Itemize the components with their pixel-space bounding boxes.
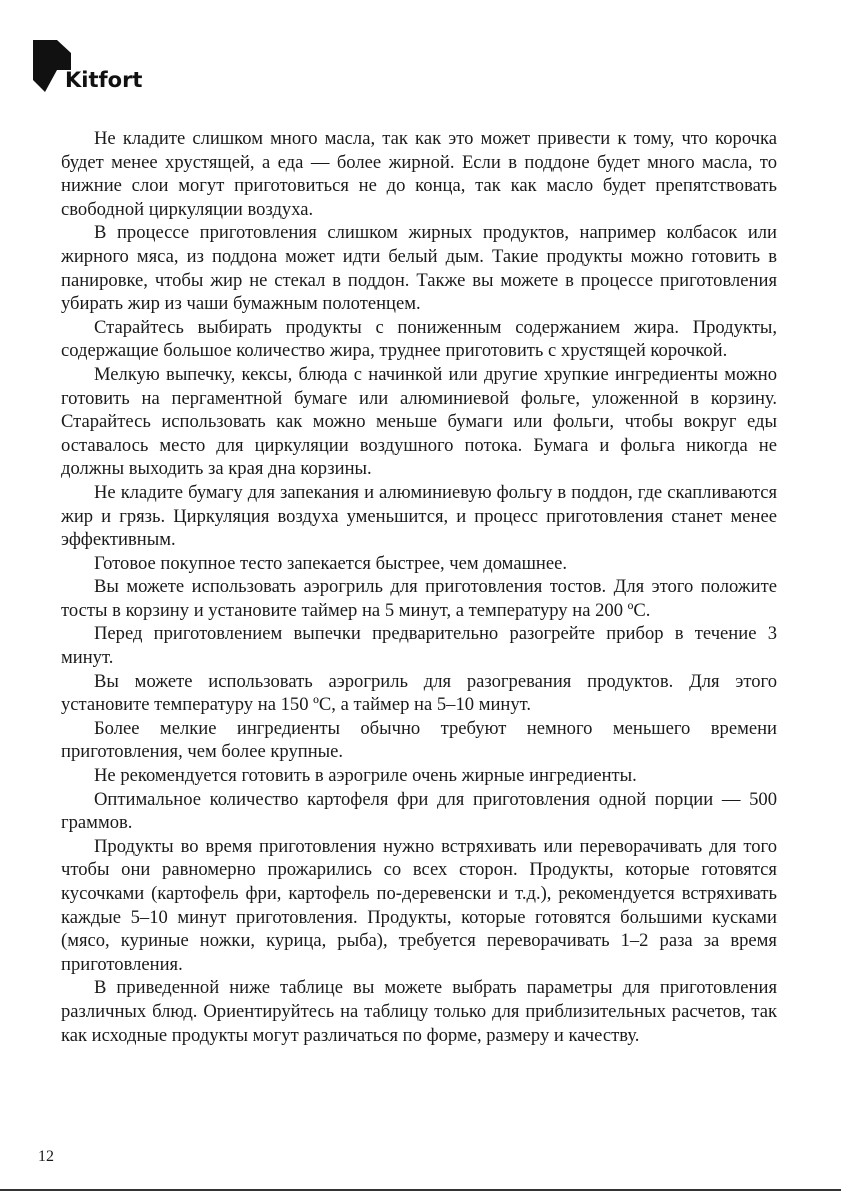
brand-logo: [33, 40, 173, 100]
paragraph: Не рекомендуется готовить в аэрогриле очень жирные ингредиенты.: [94, 765, 637, 787]
document-body: [61, 127, 777, 1047]
paragraph: Не кладите слишком много масла, так как это может привести к тому, что корочка будет менее хрустящей, а еда — более жирной. Если в поддоне будет много масла, то нижние слои могут приготовиться не до конца, так как масло будет препятствовать свободной циркуляции воздуха.: [61, 128, 777, 220]
bottom-divider: [0, 1189, 841, 1191]
paragraph: Более мелкие ингредиенты обычно требуют немного меньшего времени приготовления, чем более крупные.: [61, 717, 777, 763]
paragraph: В приведенной ниже таблице вы можете выбрать параметры для приготовления различных блюд. Ориентируйтесь на таблицу только для приблизительных расчетов, так как исходные продукты могут различаться по форме, размеру и качеству.: [61, 977, 777, 1046]
brand-name: Kitfort: [65, 68, 143, 92]
paragraph: Готовое покупное тесто запекается быстрее, чем домашнее.: [94, 552, 567, 574]
paragraph: Перед приготовлением выпечки предварительно разогрейте прибор в течение 3 минут.: [61, 623, 777, 669]
paragraph: Старайтесь выбирать продукты с пониженным содержанием жира. Продукты, содержащие большое количество жира, труднее приготовить с хрустящей корочкой.: [61, 316, 777, 362]
paragraph: Не кладите бумагу для запекания и алюминиевую фольгу в поддон, где скапливаются жир и грязь. Циркуляция воздуха уменьшится, и процесс приготовления станет менее эффективным.: [61, 481, 777, 551]
paragraph: Продукты во время приготовления нужно встряхивать или переворачивать для того чтобы они равномерно прожарились со всех сторон. Продукты, которые готовятся кусочками (картофель фри, картофель по-деревенски и т.д.), рекомендуется встряхивать каждые 5–10 минут приготовления. Продукты, которые готовятся большими кусками (мясо, куриные ножки, курица, рыба), требуется переворачивать 1–2 раза за время приготовления.: [61, 835, 777, 975]
paragraph: Мелкую выпечку, кексы, блюда с начинкой или другие хрупкие ингредиенты можно готовить на пергаментной бумаге или алюминиевой фольге, уложенной в корзину. Старайтесь использовать как можно меньше бумаги или фольги, чтобы вокруг еды оставалось место для циркуляции воздушного потока. Бумага и фольга никогда не должны выходить за края дна корзины.: [61, 363, 777, 480]
page-number: 12: [38, 1148, 54, 1165]
paragraph: Оптимальное количество картофеля фри для приготовления одной порции — 500 граммов.: [61, 788, 777, 834]
paragraph: В процессе приготовления слишком жирных продуктов, например колбасок или жирного мяса, из поддона может идти белый дым. Такие продукты можно готовить в панировке, чтобы жир не стекал в поддон. Также вы можете в процессе приготовления убирать жир из чаши бумажным полотенцем.: [61, 222, 777, 315]
paragraph: Вы можете использовать аэрогриль для приготовления тостов. Для этого положите тосты в корзину и установите таймер на 5 минут, а температуру на 200 ºC.: [61, 576, 777, 621]
paragraph: Вы можете использовать аэрогриль для разогревания продуктов. Для этого установите температуру на 150 ºC, а таймер на 5–10 минут.: [61, 670, 777, 716]
